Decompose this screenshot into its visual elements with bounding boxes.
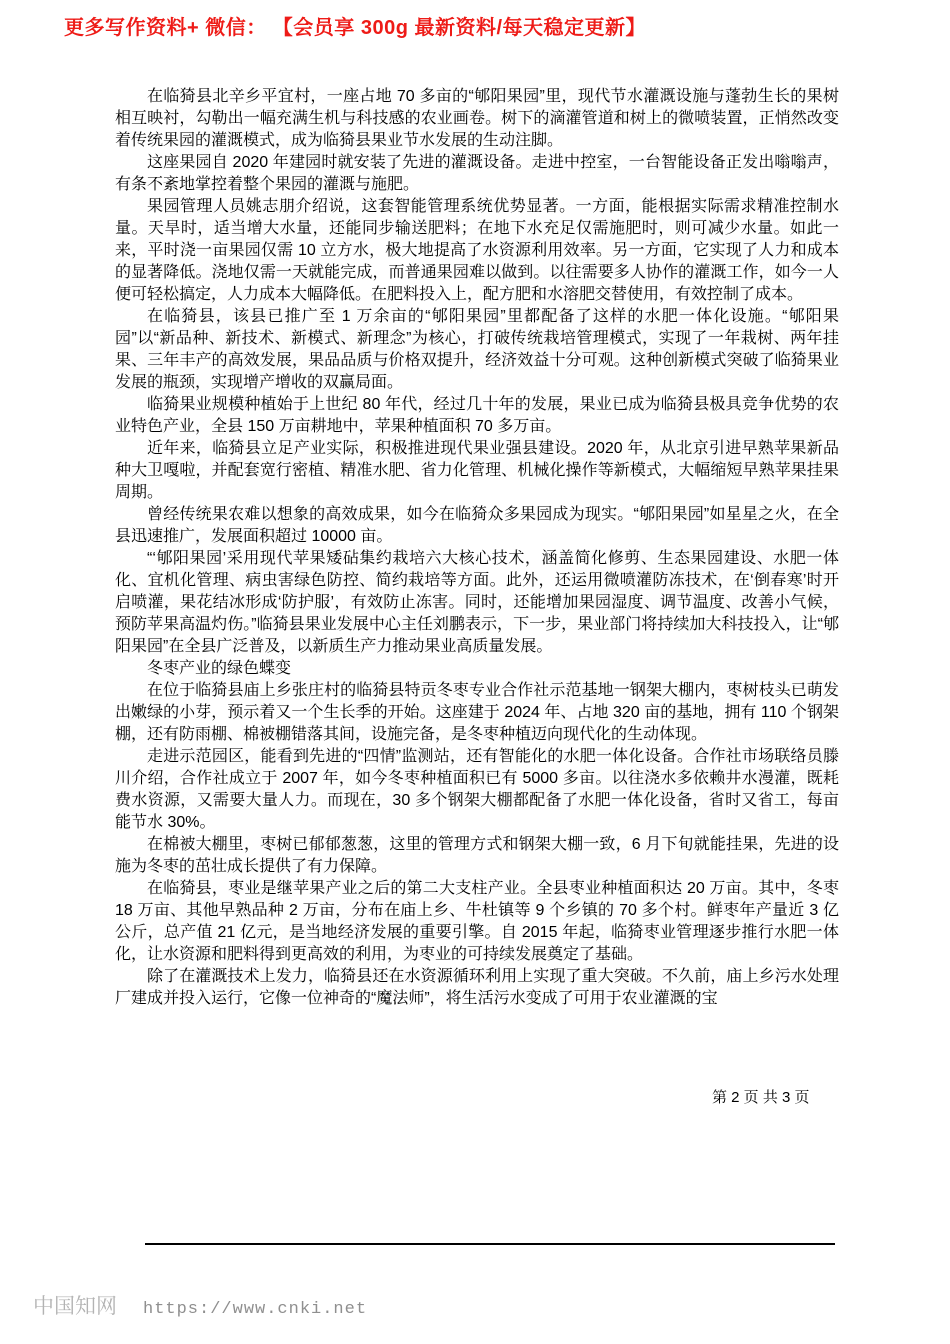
article-body <box>115 86 839 1010</box>
paragraph: 除了在灌溉技术上发力，临猗县还在水资源循环利用上实现了重大突破。不久前，庙上乡污水处理厂建成并投入运行，它像一位神奇的“魔法师”，将生活污水变成了可用于农业灌溉的宝 <box>115 968 839 1007</box>
paragraph: 临猗果业规模种植始于上世纪 80 年代，经过几十年的发展，果业已成为临猗县极具竞争优势的农业特色产业，全县 150 万亩耕地中，苹果种植面积 70 多万亩。 <box>115 396 839 435</box>
paragraph: 曾经传统果农难以想象的高效成果，如今在临猗众多果园成为现实。“郇阳果园”如星星之火，在全县迅速推广，发展面积超过 10000 亩。 <box>115 506 839 545</box>
cnki-url: https://www.cnki.net <box>143 1300 368 1319</box>
paragraph: 在位于临猗县庙上乡张庄村的临猗县特贡冬枣专业合作社示范基地一钢架大棚内，枣树枝头已萌发出嫩绿的小芽，预示着又一个生长季的开始。这座建于 2024 年、占地 320 亩的基地，拥有 110 个钢架棚，还有防雨棚、棉被棚错落其间，设施完备，是冬枣种植迈向现代化的生动体现。 <box>115 682 839 743</box>
paragraph: 近年来，临猗县立足产业实际，积极推进现代果业强县建设。2020 年，从北京引进早熟苹果新品种大卫嘎啦，并配套宽行密植、精准水肥、省力化管理、机械化操作等新模式，大幅缩短早熟苹果挂果周期。 <box>115 440 839 501</box>
promo-banner: 更多写作资料+ 微信： 【会员享 300g 最新资料/每天稳定更新】 <box>64 17 647 39</box>
paragraph: 走进示范园区，能看到先进的“四情”监测站，还有智能化的水肥一体化设备。合作社市场联络员滕川介绍，合作社成立于 2007 年，如今冬枣种植面积已有 5000 多亩。以往浇水多依赖井水漫灌，既耗费水资源，又需要大量人力。而现在，30 多个钢架大棚都配备了水肥一体化设备，省时又省工，每亩能节水 30%。 <box>115 748 839 831</box>
paragraph: 果园管理人员姚志朋介绍说，这套智能管理系统优势显著。一方面，能根据实际需求精准控制水量。天旱时，适当增大水量，还能同步输送肥料；在地下水充足仅需施肥时，则可减少水量。如此一来，平时浇一亩果园仅需 10 立方水，极大地提高了水资源利用效率。另一方面，它实现了人力和成本的显著降低。浇地仅需一天就能完成，而普通果园难以做到。以往需要多人协作的灌溉工作，如今一人便可轻松搞定，人力成本大幅降低。在肥料投入上，配方肥和水溶肥交替使用，有效控制了成本。 <box>115 198 839 303</box>
paragraph: 在临猗县，该县已推广至 1 万余亩的“郇阳果园”里都配备了这样的水肥一体化设施。“郇阳果园”以“新品种、新技术、新模式、新理念”为核心，打破传统栽培管理模式，实现了一年栽树、两年挂果、三年丰产的高效发展，果品品质与价格双提升，经济效益十分可观。这种创新模式突破了临猗果业发展的瓶颈，实现增产增收的双赢局面。 <box>115 308 839 391</box>
paragraph: 在临猗县，枣业是继苹果产业之后的第二大支柱产业。全县枣业种植面积达 20 万亩。其中，冬枣 18 万亩、其他早熟品种 2 万亩，分布在庙上乡、牛杜镇等 9 个乡镇的 70 多个村。鲜枣年产量近 3 亿公斤，总产值 21 亿元，是当地经济发展的重要引擎。自 2015 年起，临猗枣业管理逐步推行水肥一体化，让水资源和肥料得到更高效的利用，为枣业的可持续发展奠定了基础。 <box>115 880 839 963</box>
paragraph: 在棉被大棚里，枣树已郁郁葱葱，这里的管理方式和钢架大棚一致，6 月下旬就能挂果，先进的设施为冬枣的茁壮成长提供了有力保障。 <box>115 836 839 875</box>
footer-divider-line <box>145 1243 835 1245</box>
cnki-brand: 中国知网 <box>33 1295 117 1318</box>
page-number: 第 2 页 共 3 页 <box>712 1089 810 1106</box>
paragraph: 在临猗县北辛乡平宜村，一座占地 70 多亩的“郇阳果园”里，现代节水灌溉设施与蓬勃生长的果树相互映衬，勾勒出一幅充满生机与科技感的农业画卷。树下的滴灌管道和树上的微喷装置，正悄然改变着传统果园的灌溉模式，成为临猗县果业节水发展的生动注脚。 <box>115 88 839 149</box>
cnki-watermark <box>33 1290 367 1320</box>
paragraph: 这座果园自 2020 年建园时就安装了先进的灌溉设备。走进中控室，一台智能设备正发出嗡嗡声，有条不紊地掌控着整个果园的灌溉与施肥。 <box>115 154 839 193</box>
paragraph: “‘郇阳果园’采用现代苹果矮砧集约栽培六大核心技术，涵盖简化修剪、生态果园建设、水肥一体化、宜机化管理、病虫害绿色防控、简约栽培等方面。此外，还运用微喷灌防冻技术，在‘倒春寒’时开启喷灌，果花结冰形成‘防护服’，有效防止冻害。同时，还能增加果园湿度、调节温度、改善小气候，预防苹果高温灼伤。”临猗县果业发展中心主任刘鹏表示，下一步，果业部门将持续加大科技投入，让“郇阳果园”在全县广泛普及，以新质生产力推动果业高质量发展。 <box>115 550 839 655</box>
section-heading: 冬枣产业的绿色蝶变 <box>147 660 292 677</box>
